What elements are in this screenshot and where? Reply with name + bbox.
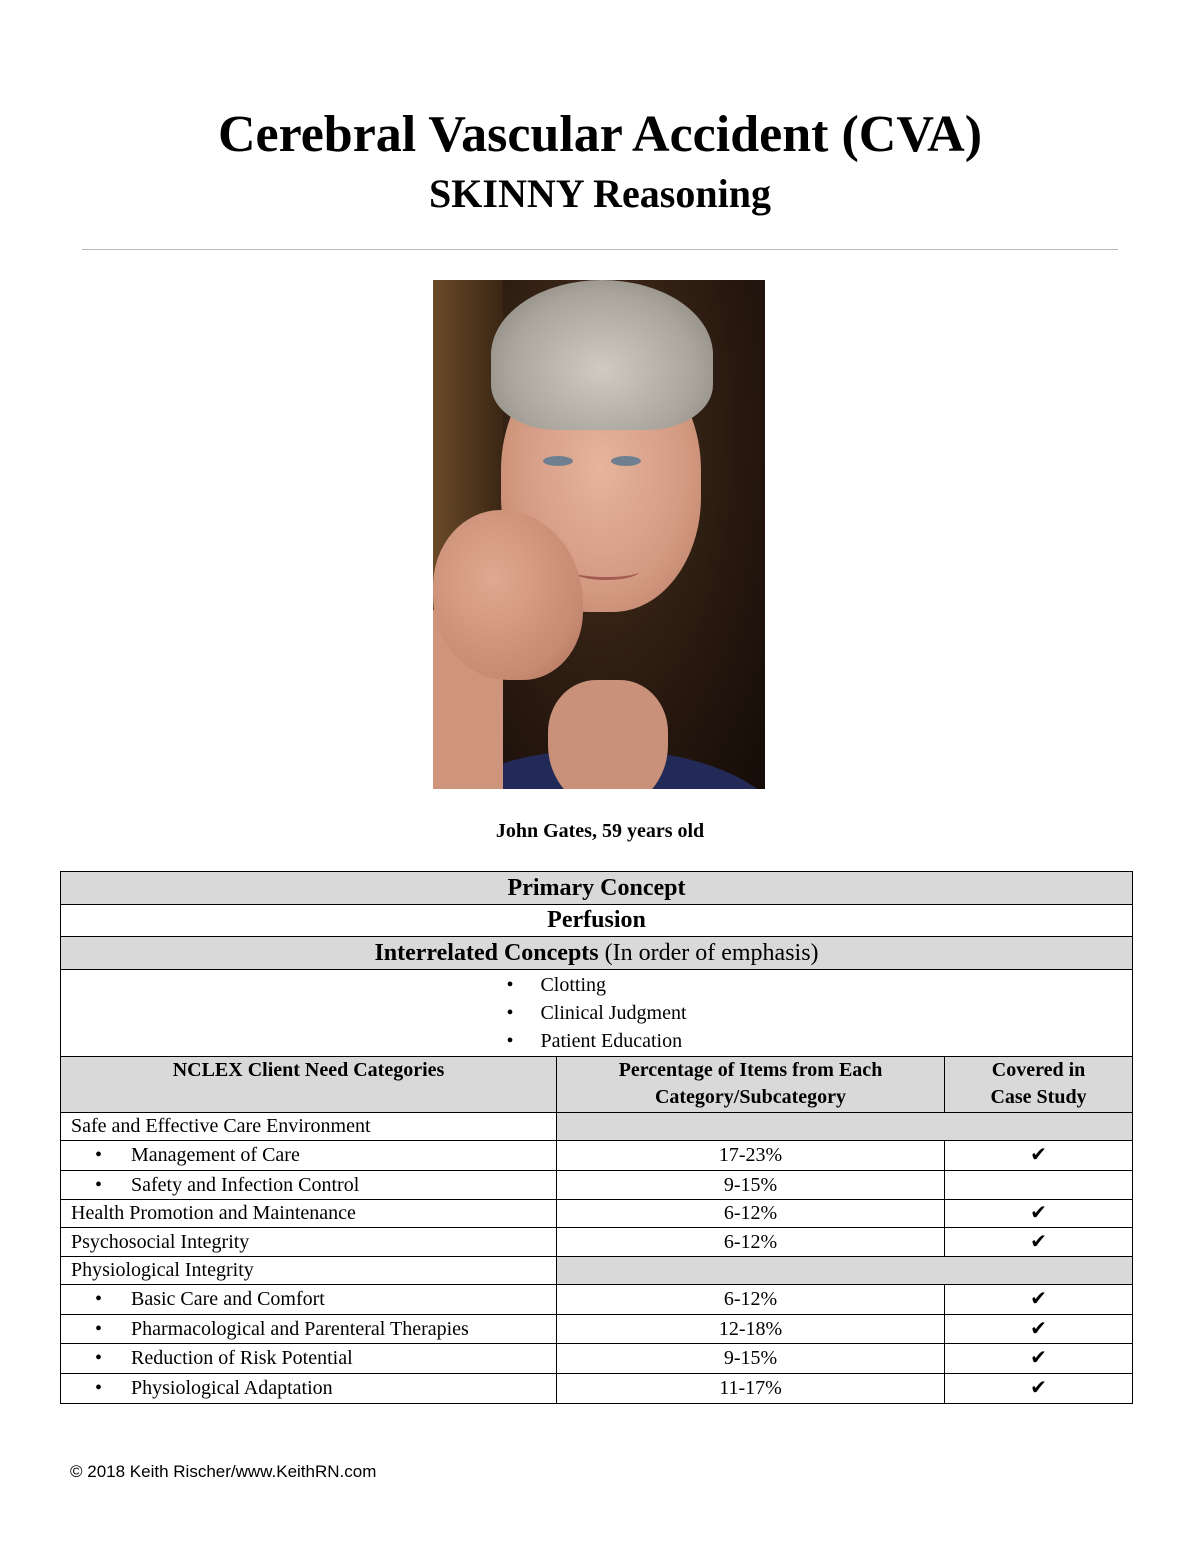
table-row bbox=[61, 1141, 1133, 1171]
patient-photo bbox=[433, 280, 765, 789]
photo-hair bbox=[491, 280, 713, 430]
table-row bbox=[61, 1344, 1133, 1374]
column-header-covered-line1: Covered in bbox=[991, 1059, 1086, 1081]
check-mark-icon: ✔ bbox=[945, 1374, 1133, 1404]
subcategory-cell: • Management of Care bbox=[61, 1141, 557, 1171]
table-row bbox=[61, 1228, 1133, 1257]
table-row bbox=[61, 1113, 1133, 1141]
photo-mouth bbox=[573, 563, 639, 580]
photo-neck bbox=[548, 680, 668, 789]
column-header-category bbox=[61, 1057, 557, 1113]
percentage-cell: 6-12% bbox=[557, 1228, 945, 1257]
table-row bbox=[61, 1315, 1133, 1344]
column-header-percentage bbox=[557, 1057, 945, 1113]
subcategory-cell: • Physiological Adaptation bbox=[61, 1374, 557, 1404]
table-row bbox=[61, 1257, 1133, 1285]
percentage-cell: 6-12% bbox=[557, 1200, 945, 1228]
interrelated-heading-note: (In order of emphasis) bbox=[604, 939, 819, 966]
percentage-cell: 6-12% bbox=[557, 1285, 945, 1315]
category-cell: Psychosocial Integrity bbox=[61, 1228, 557, 1257]
subcategory-label: Safety and Infection Control bbox=[131, 1173, 360, 1196]
subcategory-cell: • Safety and Infection Control bbox=[61, 1171, 557, 1200]
primary-concept-value: Perfusion bbox=[61, 905, 1133, 937]
check-mark-icon: ✔ bbox=[945, 1228, 1133, 1257]
subcategory-label: Basic Care and Comfort bbox=[131, 1288, 325, 1310]
concept-table bbox=[60, 871, 1133, 1404]
table-row bbox=[61, 1374, 1133, 1404]
copyright-footer: © 2018 Keith Rischer/www.KeithRN.com bbox=[70, 1462, 377, 1481]
category-cell: Health Promotion and Maintenance bbox=[61, 1200, 557, 1228]
title-divider bbox=[82, 249, 1118, 250]
interrelated-heading-label: Interrelated Concepts bbox=[374, 939, 599, 966]
percentage-cell: 17-23% bbox=[557, 1141, 945, 1171]
document-title: Cerebral Vascular Accident (CVA) bbox=[217, 106, 983, 163]
category-span-cell bbox=[557, 1113, 1133, 1141]
interrelated-concepts-heading bbox=[61, 937, 1133, 970]
list-item: • Clotting bbox=[506, 971, 686, 999]
covered-cell bbox=[945, 1171, 1133, 1200]
interrelated-concepts-list bbox=[506, 971, 686, 1055]
subcategory-label: Reduction of Risk Potential bbox=[131, 1347, 353, 1369]
percentage-cell: 11-17% bbox=[557, 1374, 945, 1404]
table-row bbox=[61, 1285, 1133, 1315]
subcategory-label: Management of Care bbox=[131, 1144, 300, 1166]
category-span-cell bbox=[557, 1257, 1133, 1285]
category-cell: Physiological Integrity bbox=[61, 1257, 557, 1285]
check-mark-icon: ✔ bbox=[945, 1141, 1133, 1171]
subcategory-cell: • Basic Care and Comfort bbox=[61, 1285, 557, 1315]
category-cell: Safe and Effective Care Environment bbox=[61, 1113, 557, 1141]
check-mark-icon: ✔ bbox=[945, 1200, 1133, 1228]
photo-right-eye bbox=[611, 456, 641, 466]
percentage-cell: 9-15% bbox=[557, 1171, 945, 1200]
interrelated-concepts-list-cell bbox=[61, 970, 1133, 1057]
check-mark-icon: ✔ bbox=[945, 1315, 1133, 1344]
column-header-covered-line2: Case Study bbox=[990, 1086, 1087, 1108]
photo-left-eye bbox=[543, 456, 573, 466]
subcategory-cell: • Reduction of Risk Potential bbox=[61, 1344, 557, 1374]
percentage-cell: 9-15% bbox=[557, 1344, 945, 1374]
subcategory-label: Pharmacological and Parenteral Therapies bbox=[131, 1317, 469, 1340]
subcategory-label: Physiological Adaptation bbox=[131, 1377, 333, 1399]
column-header-percentage-line2: Category/Subcategory bbox=[654, 1086, 847, 1108]
percentage-cell: 12-18% bbox=[557, 1315, 945, 1344]
document-subtitle: SKINNY Reasoning bbox=[429, 171, 771, 216]
primary-concept-heading: Primary Concept bbox=[61, 872, 1133, 905]
column-header-category-label: NCLEX Client Need Categories bbox=[172, 1059, 445, 1081]
check-mark-icon: ✔ bbox=[945, 1285, 1133, 1315]
column-header-percentage-line1: Percentage of Items from Each bbox=[618, 1059, 883, 1081]
subcategory-cell: • Pharmacological and Parenteral Therapies bbox=[61, 1315, 557, 1344]
patient-caption: John Gates, 59 years old bbox=[495, 820, 705, 842]
table-row bbox=[61, 1200, 1133, 1228]
column-header-covered bbox=[945, 1057, 1133, 1113]
list-item: • Clinical Judgment bbox=[506, 999, 686, 1027]
list-item: • Patient Education bbox=[506, 1027, 686, 1055]
check-mark-icon: ✔ bbox=[945, 1344, 1133, 1374]
table-row bbox=[61, 1171, 1133, 1200]
